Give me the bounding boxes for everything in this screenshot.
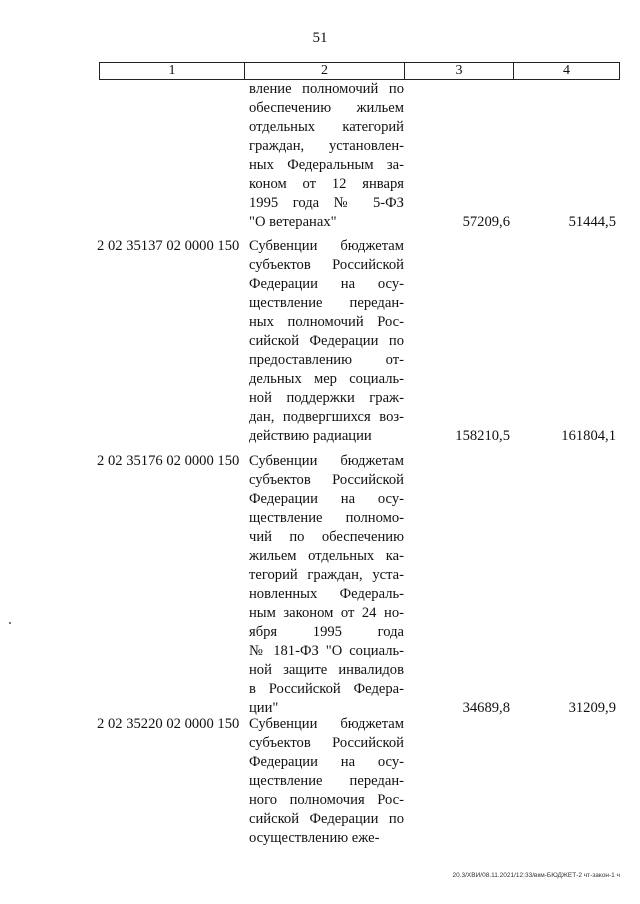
description-line: действию радиации (249, 428, 372, 444)
description-line: чий по обеспечению (249, 529, 404, 545)
row-code: 2 02 35176 02 0000 150 (97, 453, 240, 469)
row-description (249, 237, 404, 446)
description-line: Федерации на осу- (249, 276, 404, 292)
row-value-col-3: 57209,6 (462, 214, 510, 230)
description-line: осуществлению еже- (249, 830, 380, 846)
description-line: ября 1995 года (249, 624, 404, 640)
description-line: сийской Федерации по (249, 811, 404, 827)
row-value-col-4: 31209,9 (568, 700, 616, 716)
description-line: ных полномочий Рос- (249, 314, 404, 330)
row-value-col-3: 158210,5 (455, 428, 510, 444)
description-line: дан, подвергшихся воз- (249, 409, 404, 425)
description-line: ции" (249, 700, 279, 716)
description-line: новленных Федераль- (249, 586, 404, 602)
row-value-col-3: 34689,8 (462, 700, 510, 716)
description-line: № 181-ФЗ "О социаль- (249, 643, 404, 659)
description-line: ществление передан- (249, 295, 404, 311)
footer-stamp: 20.3/ХВИ/08.11.2021/12:33/вкм-БЮДЖЕТ-2 чт-закон-1 ч (452, 872, 620, 879)
description-line: жильем отдельных ка- (249, 548, 404, 564)
header-col-2: 2 (245, 63, 405, 79)
table-header (99, 62, 620, 80)
description-line: субъектов Российской (249, 735, 404, 751)
description-line: ществление полномо- (249, 510, 404, 526)
description-line: Субвенции бюджетам (249, 716, 404, 732)
row-description (249, 452, 404, 718)
row-description (249, 715, 404, 848)
description-line: ных Федеральным за- (249, 157, 404, 173)
description-line: ного полномочия Рос- (249, 792, 404, 808)
description-line: дельных мер социаль- (249, 371, 404, 387)
description-line: в Российской Федера- (249, 681, 404, 697)
description-line: Субвенции бюджетам (249, 453, 404, 469)
description-line: вление полномочий по (249, 81, 404, 97)
description-line: обеспечению жильем (249, 100, 404, 116)
description-line: ществление передан- (249, 773, 404, 789)
description-line: Субвенции бюджетам (249, 238, 404, 254)
row-value-col-4: 161804,1 (561, 428, 616, 444)
description-line: тегорий граждан, уста- (249, 567, 404, 583)
description-line: граждан, установлен- (249, 138, 404, 154)
description-line: предоставлению от- (249, 352, 404, 368)
row-code: 2 02 35137 02 0000 150 (97, 238, 240, 254)
header-col-4: 4 (563, 63, 570, 78)
description-line: отдельных категорий (249, 119, 404, 135)
row-description (249, 80, 404, 232)
header-col-3: 3 (405, 63, 514, 79)
row-code: 2 02 35220 02 0000 150 (97, 716, 240, 732)
description-line: "О ветеранах" (249, 214, 337, 230)
description-line: 1995 года № 5-ФЗ (249, 195, 404, 211)
description-line: Федерации на осу- (249, 491, 404, 507)
description-line: Федерации на осу- (249, 754, 404, 770)
description-line: сийской Федерации по (249, 333, 404, 349)
page-number: 51 (312, 30, 328, 46)
description-line: ной защите инвалидов (249, 662, 404, 678)
description-line: коном от 12 января (249, 176, 404, 192)
row-value-col-4: 51444,5 (568, 214, 616, 230)
description-line: субъектов Российской (249, 257, 404, 273)
description-line: ным законом от 24 но- (249, 605, 404, 621)
margin-mark (9, 622, 11, 624)
header-col-1: 1 (100, 63, 245, 79)
description-line: субъектов Российской (249, 472, 404, 488)
description-line: ной поддержки граж- (249, 390, 404, 406)
